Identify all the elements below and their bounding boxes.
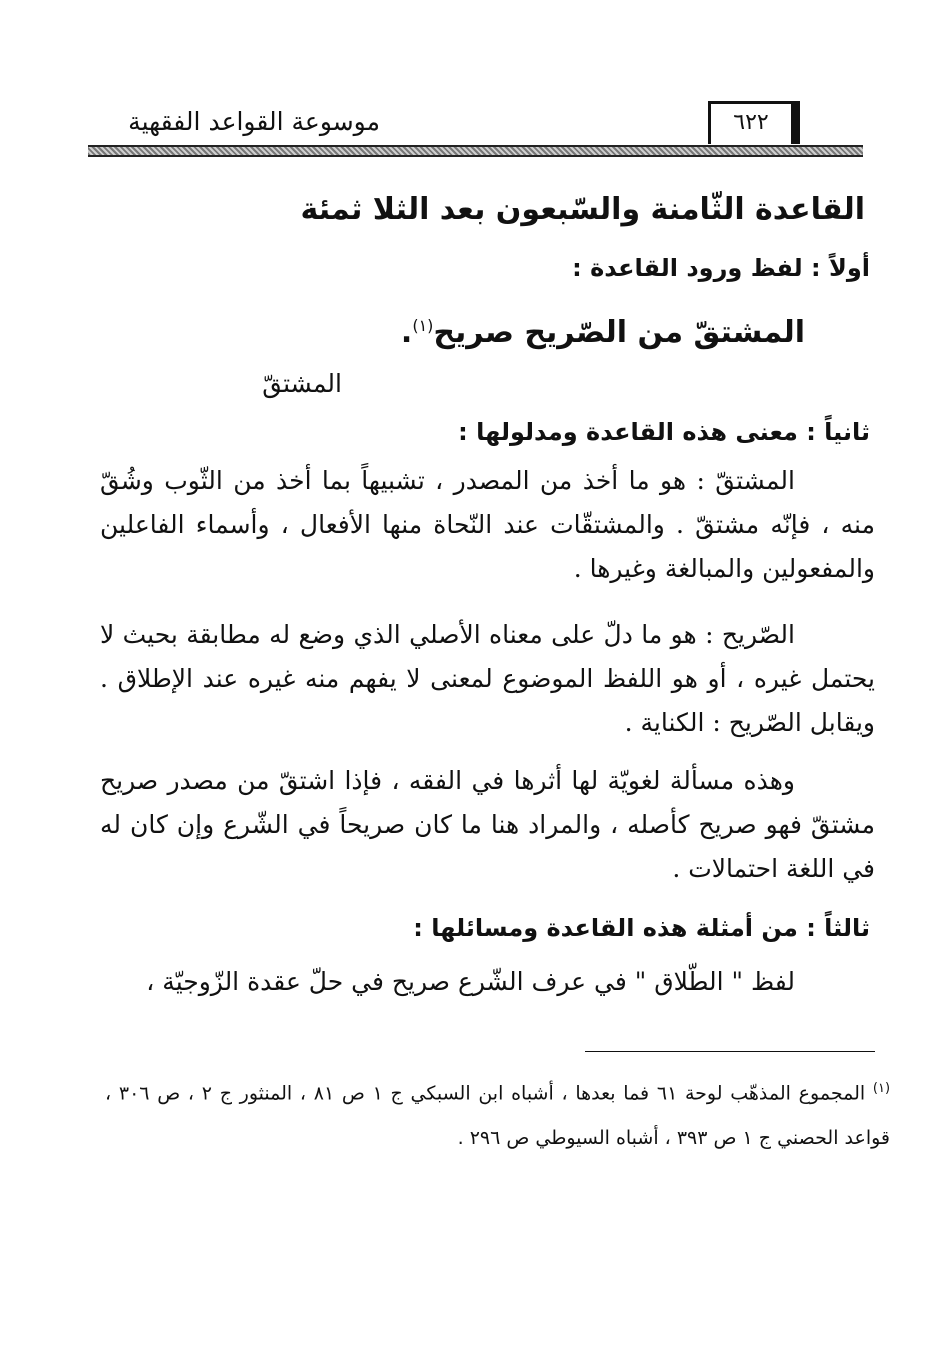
section-3-heading: ثالثاً : من أمثلة هذه القاعدة ومسائلها :	[413, 914, 870, 942]
running-header-title: موسوعة القواعد الفقهية	[128, 107, 380, 136]
footnote-number: (١)	[872, 1081, 891, 1096]
paragraph-definition-explicit: الصّريح : هو ما دلّ على معناه الأصلي الذي وضع له مطابقة بحيث لا يحتمل غيره ، أو هو اللفظ الموضوع لمعنى لا يفهم منه غيره عند الإطلاق . ويقابل الصّريح : الكناية .	[100, 620, 875, 737]
paragraph-example: لفظ " الطّلاق " في عرف الشّرع صريح في حلّ عقدة الزّوجيّة ،	[146, 967, 795, 996]
footnote-text: المجموع المذهّب لوحة ٦١ فما بعدها ، أشباه ابن السبكي ج ١ ص ٨١ ، المنثور ج ٢ ، ص ٣٠٦ ، قواعد الحصني ج ١ ص ٣٩٣ ، أشباه السيوطي ص ٢٩٦ .	[105, 1082, 890, 1150]
paragraph-definition-derived: المشتقّ : هو ما أخذ من المصدر ، تشبيهاً بما أخذ من الثّوب وشُقّ منه ، فإنّه مشتقّ . والمشتقّات عند النّحاة منها الأفعال ، وأسماء الفاعلين والمفعولين والمبالغة وغيرها .	[100, 466, 875, 583]
header-divider	[88, 145, 863, 157]
page-number-box: ٦٢٢	[708, 101, 800, 144]
footnote-divider	[585, 1051, 875, 1052]
paragraph-linguistic-issue: وهذه مسألة لغويّة لها أثرها في الفقه ، فإذا اشتقّ من مصدر صريح مشتقّ فهو صريح كأصله ، والمراد هنا ما كان صريحاً في الشّرع وإن كان له في اللغة احتمالات .	[100, 766, 875, 883]
footnote-marker: (١)	[412, 316, 434, 335]
rule-title: القاعدة الثّامنة والسّبعون بعد الثلا ثمئة	[300, 192, 865, 227]
rule-statement: المشتقّ من الصّريح صريح$^{(١)}$.	[400, 315, 805, 350]
rule-statement-text: المشتقّ من الصّريح صريح	[433, 315, 805, 350]
term-label: المشتقّ	[262, 369, 342, 398]
section-1-heading: أولاً : لفظ ورود القاعدة :	[572, 254, 870, 282]
footnote	[105, 1066, 890, 1161]
section-2-heading: ثانياً : معنى هذه القاعدة ومدلولها :	[458, 418, 870, 446]
